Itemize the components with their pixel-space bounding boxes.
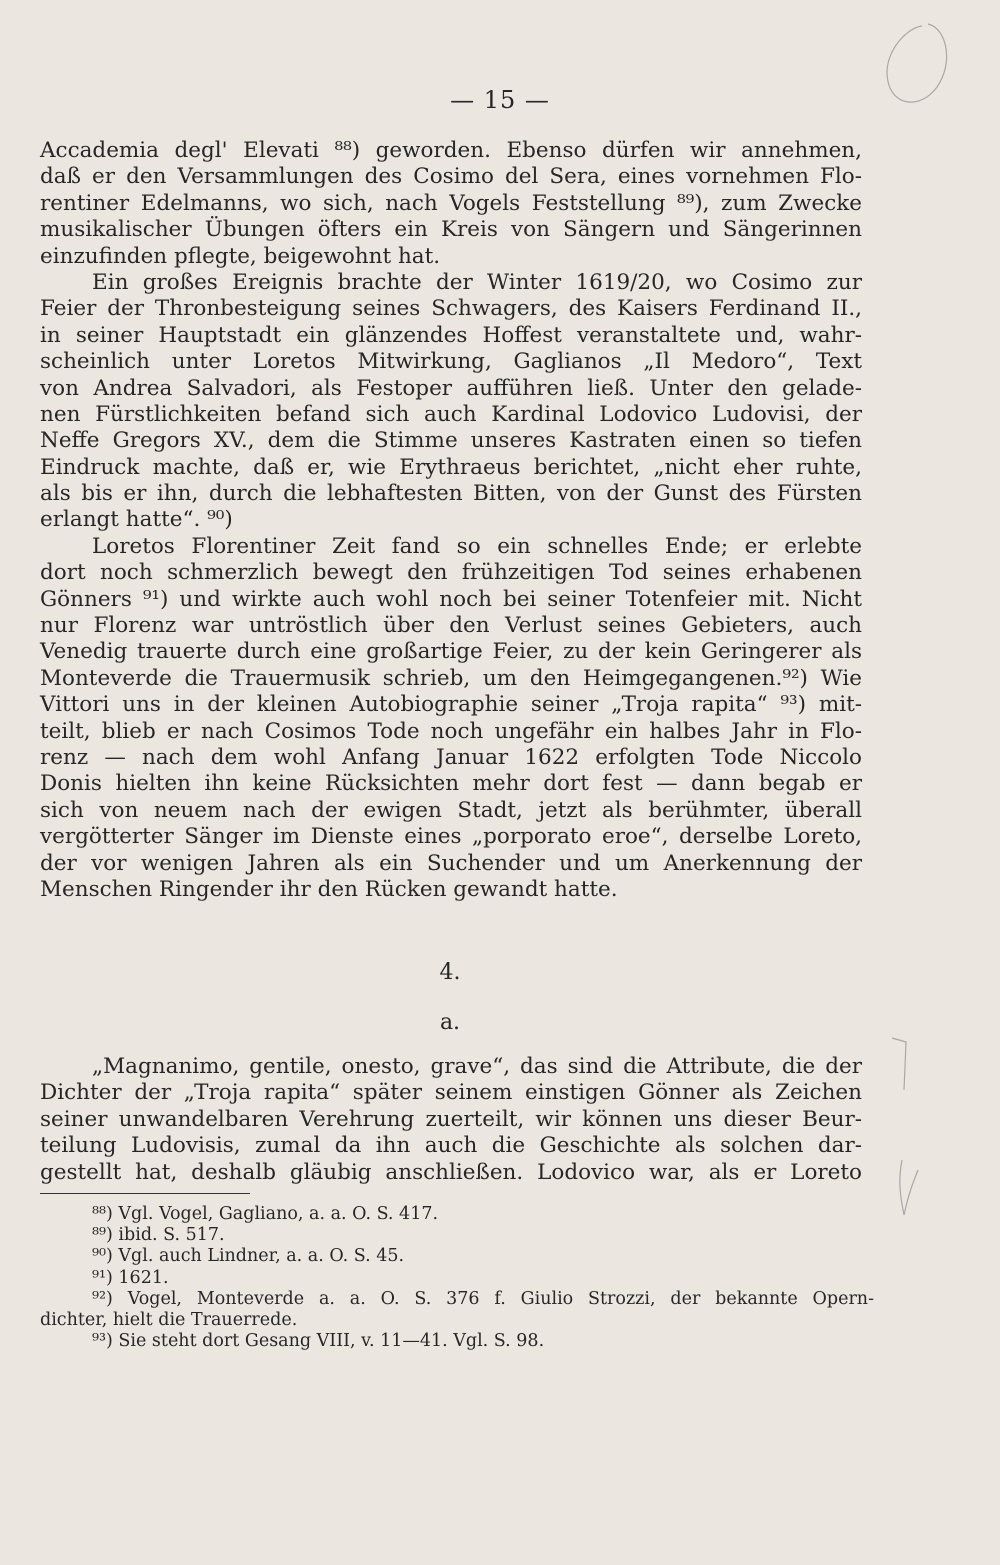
text-line: „Magnanimo, gentile, onesto, grave“, das sind die Attribute, die der [92,1054,862,1079]
text-line: von Andrea Salvadori, als Festoper aufführen ließ. Unter den gelade- [40,375,862,401]
footnote: ⁸⁸) Vgl. Vogel, Gagliano, a. a. O. S. 417. [92,1204,439,1224]
text-line: der vor wenigen Jahren als ein Suchender und um Anerkennung der [40,850,862,876]
text-line: als bis er ihn, durch die lebhaftesten Bitten, von der Gunst des Fürsten [40,481,862,507]
text-line: vergötterter Sänger im Dienste eines „porporato eroe“, derselbe Loreto, [40,824,862,850]
text-line: erlangt hatte“. ⁹⁰) [40,507,233,533]
pencil-bracket-mark [888,1030,928,1220]
text-line: daß er den Versammlungen des Cosimo del Sera, eines vornehmen Flo- [40,164,862,190]
footnote: ⁹²) Vogel, Monteverde a. a. O. S. 376 f. Giulio Strozzi, der bekannte Opern- [92,1288,874,1309]
text-line: Eindruck machte, daß er, wie Erythraeus berichtet, „nicht eher ruhte, [40,454,862,480]
text-line: Gönners ⁹¹) und wirkte auch wohl noch bei seiner Totenfeier mit. Nicht [40,586,862,612]
footnote: ⁸⁹) ibid. S. 517. [92,1225,225,1246]
subsection-letter: a. [439,1010,461,1035]
footnote: ⁹³) Sie steht dort Gesang VIII, v. 11—41. Vgl. S. 98. [92,1331,545,1352]
footnote: ⁹¹) 1621. [92,1267,169,1288]
text-line: nen Fürstlichkeiten befand sich auch Kardinal Lodovico Ludovisi, der [40,401,862,427]
text-line: dort noch schmerzlich bewegt den frühzeitigen Tod seines erhabenen [40,560,862,586]
text-line: teilung Ludovisis, zumal da ihn auch die Geschichte als solchen dar- [40,1133,862,1159]
text-line: Dichter der „Troja rapita“ später seinem einstigen Gönner als Zeichen [40,1080,862,1106]
footnote-continuation: dichter, hielt die Trauerrede. [40,1309,298,1330]
text-line: in seiner Hauptstadt ein glänzendes Hoffest veranstaltete und, wahr- [40,322,862,348]
text-line: nur Florenz war untröstlich über den Verlust seines Gebieters, auch [40,613,862,639]
text-line: Donis hielten ihn keine Rücksichten mehr dort fest — dann begab er [40,771,862,797]
text-line: Venedig trauerte durch eine großartige Feier, zu der kein Geringerer als [40,639,862,665]
text-line: Monteverde die Trauermusik schrieb, um den Heimgegangenen.⁹²) Wie [40,665,862,691]
text-line: Feier der Thronbesteigung seines Schwagers, des Kaisers Ferdinand II., [40,296,862,322]
section-number: 4. [439,960,461,985]
text-line: Accademia degl' Elevati ⁸⁸) geworden. Ebenso dürfen wir annehmen, [40,138,862,163]
text-line: teilt, blieb er nach Cosimos Tode noch ungefähr ein halbes Jahr in Flo- [40,718,862,744]
main-text [40,138,862,903]
text-line: Menschen Ringender ihr den Rücken gewandt hatte. [40,876,618,902]
text-line: Vittori uns in der kleinen Autobiographie seiner „Troja rapita“ ⁹³) mit- [40,692,862,718]
text-line: Ein großes Ereignis brachte der Winter 1619/20, wo Cosimo zur [92,269,862,295]
text-line: sich von neuem nach der ewigen Stadt, jetzt als berühmter, überall [40,797,862,823]
text-line: scheinlich unter Loretos Mitwirkung, Gaglianos „Il Medoro“, Text [40,349,862,375]
footnote: ⁹⁰) Vgl. auch Lindner, a. a. O. S. 45. [92,1246,405,1267]
text-line: Loretos Florentiner Zeit fand so ein schnelles Ende; er erlebte [92,533,862,559]
text-line: renz — nach dem wohl Anfang Januar 1622 erfolgten Tode Niccolo [40,744,862,770]
text-line: seiner unwandelbaren Verehrung zuerteilt, wir können uns dieser Beur- [40,1106,862,1132]
text-line: musikalischer Übungen öfters ein Kreis von Sängern und Sängerinnen [40,217,862,243]
text-line: einzufinden pflegte, beigewohnt hat. [40,243,441,269]
text-line: rentiner Edelmanns, wo sich, nach Vogels Feststellung ⁸⁹), zum Zwecke [40,190,862,216]
text-line: gestellt hat, deshalb gläubig anschließen. Lodovico war, als er Loreto [40,1159,862,1185]
footnotes [40,1204,874,1352]
footnote-divider [40,1193,250,1194]
section-text [40,1054,862,1186]
text-line: Neffe Gregors XV., dem die Stimme unseres Kastraten einen so tiefen [40,428,862,454]
page-number: — 15 — [450,86,550,114]
